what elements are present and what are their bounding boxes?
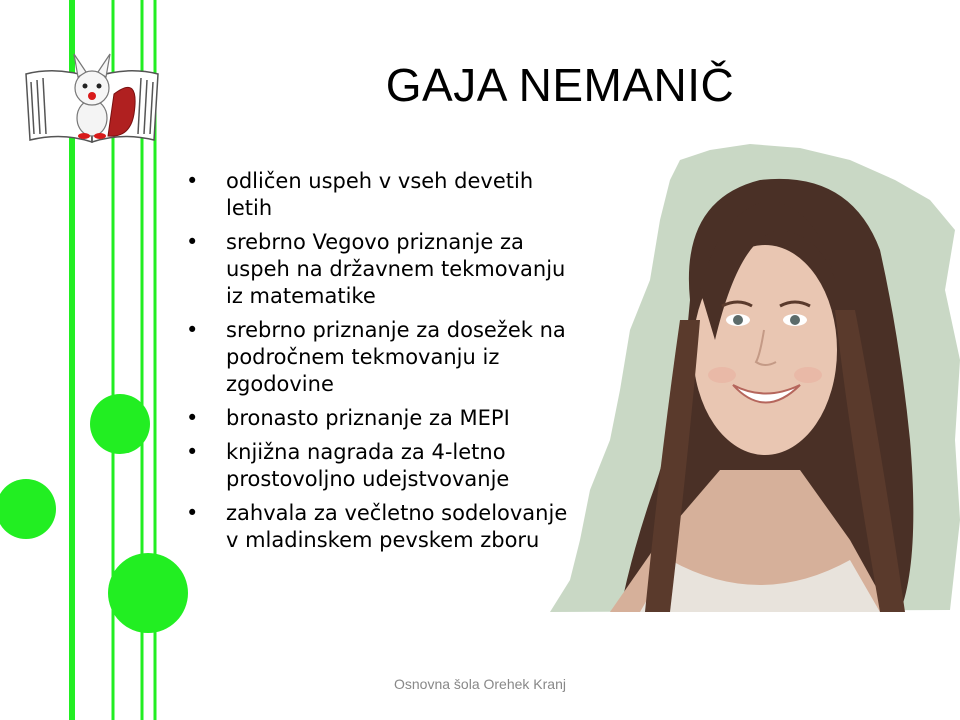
footer-text: Osnovna šola Orehek Kranj [394, 676, 566, 692]
green-circle-upper [90, 394, 150, 454]
list-item: • bronasto priznanje za MEPI [186, 406, 510, 430]
list-item: • srebrno priznanje za dosežek na področnem tekmovanju iz zgodovine [186, 318, 566, 396]
list-item-text: srebrno Vegovo priznanje za uspeh na državnem tekmovanju iz matematike [226, 230, 566, 308]
green-circle-lower [108, 553, 188, 633]
list-item: • odličen uspeh v vseh devetih letih [186, 169, 534, 220]
list-item-text: srebrno priznanje za dosežek na področnem tekmovanju iz zgodovine [226, 318, 566, 396]
school-logo-icon [22, 44, 162, 154]
list-item-text: knjižna nagrada za 4-letno prostovoljno udejstvovanje [226, 440, 510, 491]
slide-title: GAJA NEMANIČ [385, 59, 735, 111]
list-item: • srebrno Vegovo priznanje za uspeh na državnem tekmovanju iz matematike [186, 230, 566, 308]
list-item-text: zahvala za večletno sodelovanje v mladinskem pevskem zboru [226, 501, 568, 552]
achievements-list [186, 168, 581, 561]
list-item-text: odličen uspeh v vseh devetih letih [226, 169, 534, 220]
list-item: • zahvala za večletno sodelovanje v mladinskem pevskem zboru [186, 501, 568, 552]
list-item-text: bronasto priznanje za MEPI [226, 406, 510, 430]
portrait-photo [550, 140, 960, 615]
list-item: • knjižna nagrada za 4-letno prostovoljno udejstvovanje [186, 440, 510, 491]
green-circle-left [0, 479, 56, 539]
